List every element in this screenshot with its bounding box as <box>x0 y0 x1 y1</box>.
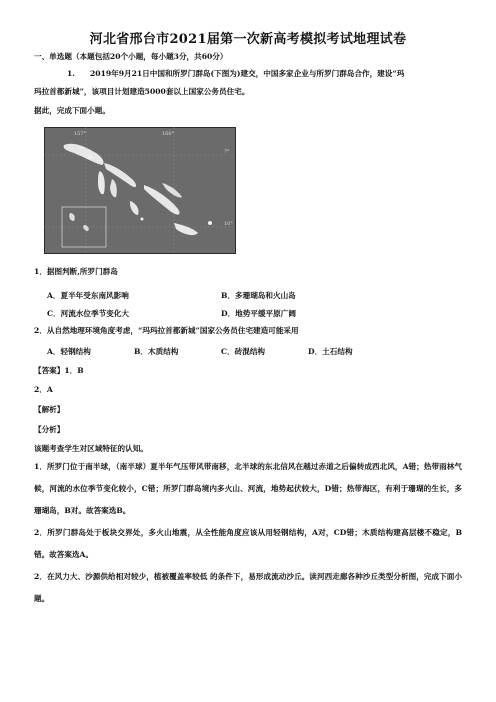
q2-option-d[interactable]: D．土石结构 <box>308 347 353 356</box>
q2-option-b[interactable]: B．木质结构 <box>134 347 179 356</box>
solomon-islands-map <box>44 127 236 254</box>
question-intro-line3: 据此，完成下面小题。 <box>34 106 110 115</box>
question-intro-text: 2019年9月21日中国和所罗门群岛(下图为)建交，中国多家企业与所罗门群岛合作，建设“玛 <box>90 69 405 78</box>
q2-option-c[interactable]: C．砖混结构 <box>221 347 266 356</box>
breakdown-text: 该题考查学生对区域特征的认知。 <box>34 444 148 453</box>
map-lat-label-1: 7° <box>224 149 230 155</box>
analysis-heading: 【解析】 <box>34 405 65 414</box>
breakdown-heading: 【分析】 <box>34 425 65 434</box>
question-intro-line2: 玛拉首都新城”，该项目计划建造5000套以上国家公务员住宅。 <box>34 87 250 96</box>
map-lat-label-2: 10° <box>224 221 233 227</box>
q1-stem: 1．据图判断,所罗门群岛 <box>34 267 118 276</box>
explanation-2: 2．所罗门群岛处于板块交界处，多火山地震，从全性能角度应该从用轻钢结构，A对，CD错；木质结构建高层楼不稳定，B错。故答案选A。 <box>34 528 462 559</box>
map-lon-label-1: 157° <box>74 131 87 137</box>
question-intro-number: 1. <box>67 69 75 78</box>
q1-option-c[interactable]: C．河流水位季节变化大 <box>47 309 129 318</box>
next-question-intro: 2．在风力大、沙源供给相对较少，植被覆盖率较低 的条件下，易形成流动沙丘。读河西走廊各种沙丘类型分析图，完成下面小题。 <box>34 572 462 603</box>
q2-stem: 2．从自然地理环境角度考虑，“玛玛拉首都新城”国家公务员住宅建造可能采用 <box>34 326 299 335</box>
q1-option-b[interactable]: B．多珊瑚岛和火山岛 <box>221 291 296 300</box>
question-intro-line1 <box>34 69 464 79</box>
exam-title: 河北省邢台市2021届第一次新高考模拟考试地理试卷 <box>89 32 407 47</box>
answer-2: 2．A <box>34 385 53 394</box>
answer-line: 【答案】1．B <box>34 366 84 375</box>
map-lon-label-2: 160° <box>162 131 175 137</box>
q2-option-a[interactable]: A．轻钢结构 <box>47 347 91 356</box>
section-heading: 一、单选题（本题包括20个小题，每小题3分，共60分） <box>34 52 228 61</box>
explanation-1: 1．所罗门位于南半球，（南半球）夏半年气压带风带南移，北半球的东北信风在越过赤道之后偏转成西北风，A错；热带雨林气候，河流的水位季节变化较小，C错；所罗门群岛境内多火山、河流，地势起伏较大，D错；热带海区，有利于珊瑚的生长，多珊瑚岛，B对。故答案选B。 <box>34 462 462 515</box>
q1-option-d[interactable]: D．地势平缓平原广阔 <box>221 309 296 318</box>
q1-option-a[interactable]: A．夏半年受东南风影响 <box>47 291 129 300</box>
map-graphic <box>44 127 236 254</box>
